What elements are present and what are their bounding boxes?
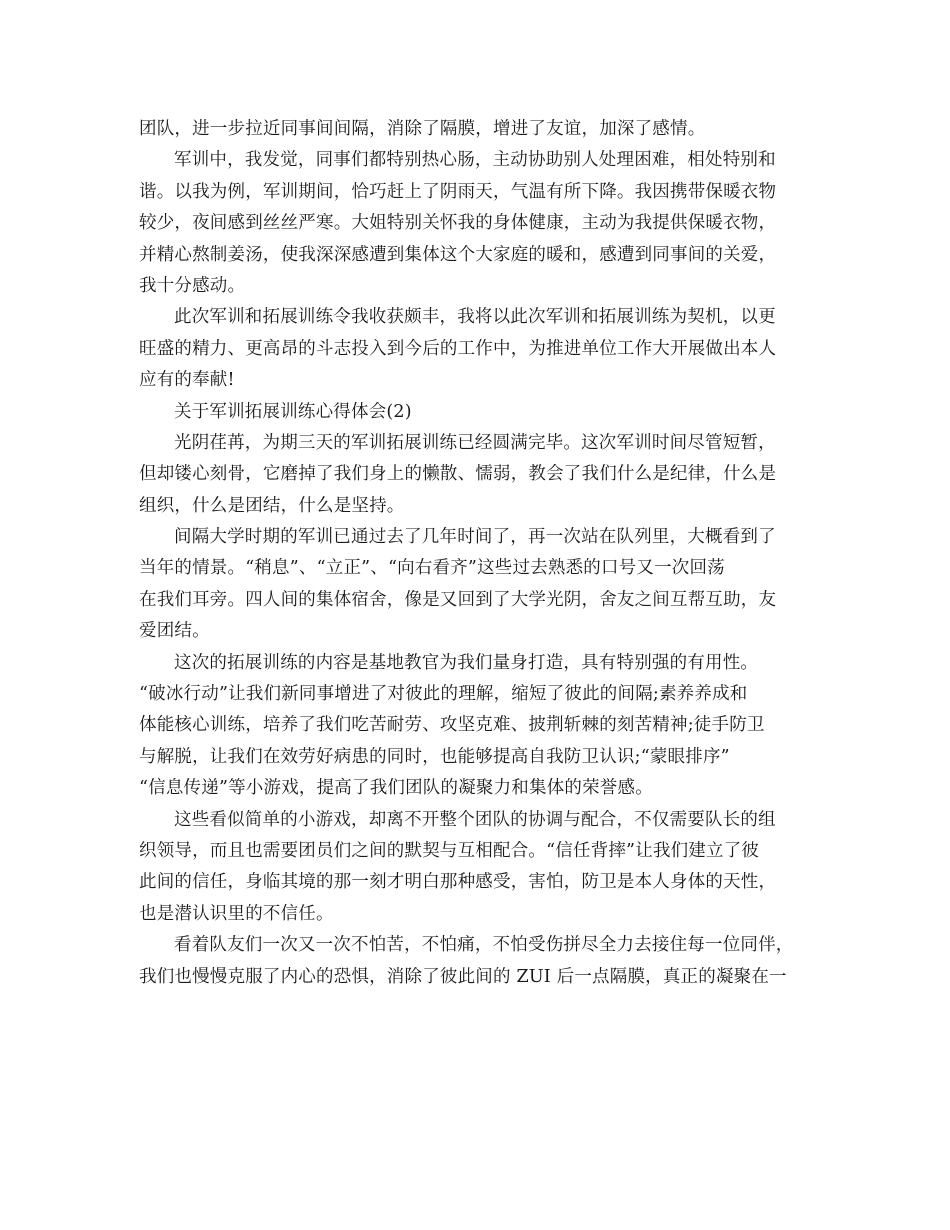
- text-line: 此次军训和拓展训练令我收获颇丰，我将以此次军训和拓展训练为契机，以更: [174, 307, 776, 328]
- text-line: 光阴荏苒，为期三天的军训拓展训练已经圆满完毕。这次军训时间尽管短暂，: [174, 432, 776, 453]
- text-line: 我们也慢慢克服了内心的恐惧，消除了彼此间的 ZUI 后一点隔膜，真正的凝聚在一: [139, 966, 787, 987]
- text-line: 看着队友们一次又一次不怕苦，不怕痛，不怕受伤拼尽全力去接住每一位同伴，: [174, 935, 794, 956]
- text-line: 间隔大学时期的军训已通过去了几年时间了，再一次站在队列里，大概看到了: [174, 527, 776, 548]
- text-line: 这次的拓展训练的内容是基地教官为我们量身打造，具有特别强的有用性。: [174, 652, 759, 673]
- text-line: “破冰行动”让我们新同事增进了对彼此的理解，缩短了彼此的间隔;素养养成和: [139, 684, 748, 705]
- text-line: 团队，进一步拉近同事间间隔，消除了隔膜，增进了友谊，加深了感情。: [139, 119, 706, 139]
- text-line: 我十分感动。: [139, 275, 246, 296]
- text-line: 较少，夜间感到丝丝严寒。大姐特别关怀我的身体健康，主动为我提供保暖衣物，: [139, 213, 777, 234]
- text-line: 与解脱，让我们在效劳好病患的同时，也能够提高自我防卫认识;“蒙眼排序”: [139, 746, 730, 767]
- text-line: 当年的情景。“稍息”、“立正”、“向右看齐”这些过去熟悉的口号又一次回荡: [139, 558, 725, 579]
- text-line: 但却镂心刻骨，它磨掉了我们身上的懒散、懦弱，教会了我们什么是纪律，什么是: [139, 464, 777, 485]
- text-line: 并精心熬制姜汤，使我深深感遭到集体这个大家庭的暖和，感遭到同事间的关爱，: [139, 244, 777, 265]
- text-line: 爱团结。: [139, 621, 210, 642]
- text-line: 谐。以我为例，军训期间，恰巧赶上了阴雨天，气温有所下降。我因携带保暖衣物: [139, 181, 777, 202]
- text-line: “信息传递”等小游戏，提高了我们团队的凝聚力和集体的荣誉感。: [139, 778, 653, 799]
- text-line: 此间的信任，身临其境的那一刻才明白那种感受，害怕，防卫是本人身体的天性，: [139, 872, 777, 893]
- text-line: 体能核心训练，培养了我们吃苦耐劳、攻坚克难、披荆斩棘的刻苦精神;徒手防卫: [139, 715, 765, 736]
- text-line: 军训中，我发觉，同事们都特别热心肠，主动协助别人处理困难，相处特别和: [174, 150, 776, 171]
- text-line: 组织，什么是团结，什么是坚持。: [139, 495, 405, 516]
- text-line: 旺盛的精力、更高昂的斗志投入到今后的工作中，为推进单位工作大开展做出本人: [139, 338, 777, 359]
- text-line: 这些看似简单的小游戏，却离不开整个团队的协调与配合，不仅需要队长的组: [174, 809, 776, 830]
- text-line: 也是潜认识里的不信任。: [139, 903, 334, 924]
- document-body: [139, 114, 819, 993]
- text-line: 织领导，而且也需要团员们之间的默契与互相配合。“信任背摔”让我们建立了彼: [139, 840, 760, 861]
- text-line: 在我们耳旁。四人间的集体宿舍，像是又回到了大学光阴，舍友之间互帮互助，友: [139, 589, 777, 610]
- text-line: 应有的奉献!: [139, 370, 235, 391]
- section-heading: 关于军训拓展训练心得体会(2): [174, 401, 412, 422]
